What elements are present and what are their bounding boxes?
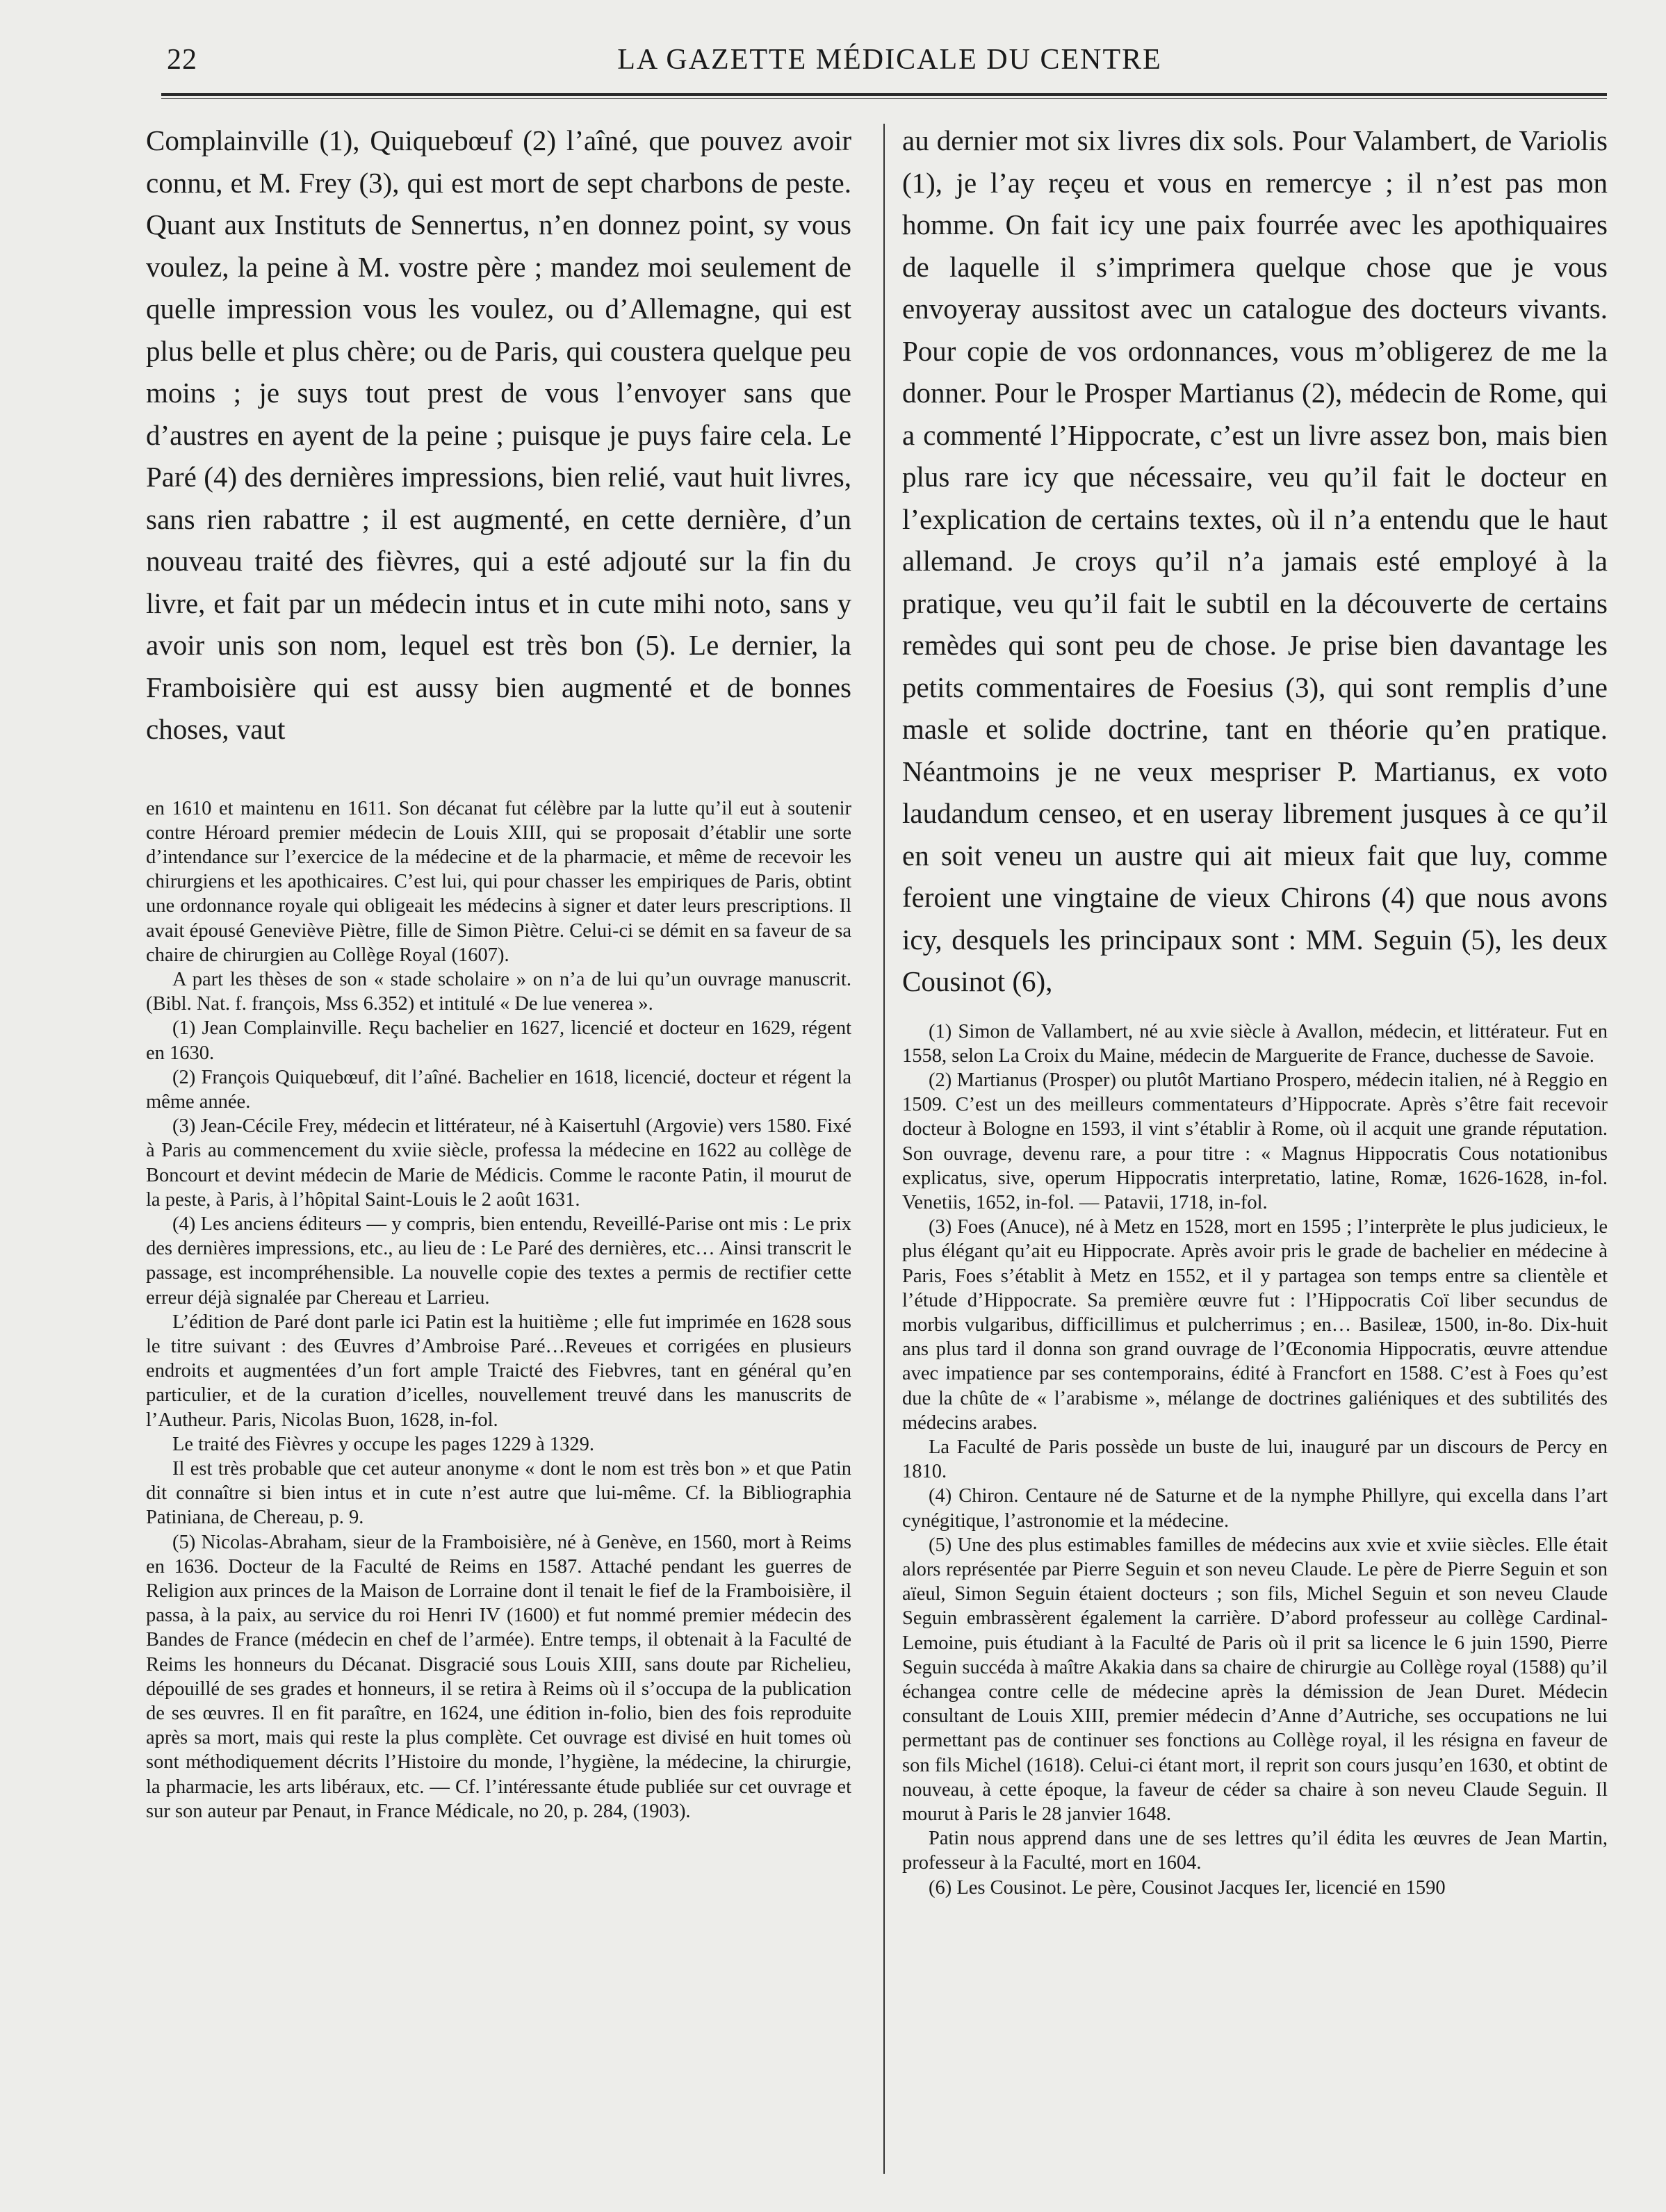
footnote: Il est très probable que cet auteur anonyme « dont le nom est très bon » et que Patin dit connaître si bien intus et in cute n’est autre que lui-même. Cf. la Bibliographia Patiniana, de Chereau, p. 9. bbox=[146, 1457, 851, 1529]
footnote: Le traité des Fièvres y occupe les pages 1229 à 1329. bbox=[172, 1433, 595, 1455]
header-rule-thick bbox=[161, 93, 1607, 96]
page-header bbox=[167, 43, 1612, 85]
column-divider bbox=[883, 124, 885, 2174]
left-footnotes bbox=[146, 796, 851, 1824]
footnote: Patin nous apprend dans une de ses lettres qu’il édita les œuvres de Jean Martin, professeur à la Faculté, mort en 1604. bbox=[902, 1828, 1608, 1874]
footnote: La Faculté de Paris possède un buste de lui, inauguré par un discours de Percy en 1810. bbox=[902, 1436, 1608, 1483]
footnote: (5) Nicolas-Abraham, sieur de la Framboisière, né à Genève, en 1560, mort à Reims en 1636. Docteur de la Faculté de Reims en 1587. Attaché pendant les guerres de Religion aux princes de la Maison de Lorraine dont il tenait le fief de la Framboisière, il passa, à la paix, au service du roi Henri IV (1600) et fut nommé premier médecin des Bandes de France (médecin en chef de l’armée). Entre temps, il obtenait à la Faculté de Reims les honneurs du Décanat. Disgracié sous Louis XIII, sans doute par Richelieu, dépouillé de ses grades et honneurs, il se retira à Reims où il s’occupa de la publication de ses œuvres. Il en fit paraître, en 1624, une édition in-folio, bien des fois reproduite après sa mort, mais qui reste la plus complète. Cet ouvrage est divisé en huit tomes où sont méthodiquement décrits l’Histoire du monde, l’hygiène, la médecine, la chirurgie, la pharmacie, les arts libéraux, etc. — Cf. l’intéressante étude publiée sur cet ouvrage et sur son auteur par Penaut, in France Médicale, no 20, p. 284, (1903). bbox=[146, 1531, 851, 1822]
footnote: (1) Jean Complainville. Reçu bachelier en 1627, licencié et docteur en 1629, régent en 1630. bbox=[146, 1017, 851, 1064]
page-number: 22 bbox=[167, 44, 197, 76]
footnote: (2) François Quiquebœuf, dit l’aîné. Bachelier en 1618, licencié, docteur et régent la même année. bbox=[146, 1066, 851, 1113]
footnote: (4) Les anciens éditeurs — y compris, bien entendu, Reveillé-Parise ont mis : Le prix des dernières impressions, etc., au lieu de : Le Paré des dernières, etc… Ainsi transcrit le passage, est incompréhensible. La nouvelle copie des textes a permis de rectifier cette erreur déjà signalée par Chereau et Larrieu. bbox=[146, 1213, 851, 1309]
journal-title: LA GAZETTE MÉDICALE DU CENTRE bbox=[617, 44, 1162, 76]
footnote: (3) Jean-Cécile Frey, médecin et littérateur, né à Kaisertuhl (Argovie) vers 1580. Fixé à Paris au commencement du xviie siècle, professa la médecine en 1622 au collège de Boncourt et devint médecin de Marie de Médicis. Comme le raconte Patin, il mourut de la peste, à Paris, à l’hôpital Saint-Louis le 2 août 1631. bbox=[146, 1115, 851, 1211]
right-body-text: au dernier mot six livres dix sols. Pour Valambert, de Variolis (1), je l’ay reçeu et vous en remercye ; il n’est pas mon homme. On fait icy une paix fourrée avec les apothiquaires de laquelle il s’imprimera quelque chose que je vous envoyeray aussitost avec un catalogue des docteurs vivants. Pour copie de vos ordonnances, vous m’obligerez de me la donner. Pour le Prosper Martianus (2), médecin de Rome, qui a commenté l’Hippocrate, c’est un livre assez bon, mais bien plus rare icy que nécessaire, veu qu’il fait le docteur en l’explication de certains textes, où il n’a entendu que le haut allemand. Je croys qu’il n’a jamais esté employé à la pratique, veu qu’il fait le subtil en la découverte de certains remèdes qui sont peu de chose. Je prise bien davantage les petits commentaires de Foesius (3), qui sont remplis d’une masle et solide doctrine, tant en théorie qu’en pratique. Néantmoins je ne veux mespriser P. Martianus, ex voto laudandum censeo, et en useray librement jusques à ce qu’il en soit veneu un austre qui ait mieux fait que luy, comme feroient une vingtaine de vieux Chirons (4) que nous avons icy, desquels les principaux sont : MM. Seguin (5), les deux Cousinot (6), bbox=[902, 124, 1608, 997]
header-rule-thin bbox=[161, 98, 1607, 99]
footnote: (2) Martianus (Prosper) ou plutôt Martiano Prospero, médecin italien, né à Reggio en 1509. C’est un des meilleurs commentateurs d’Hippocrate. Après s’être fait recevoir docteur à Bologne en 1593, il vint s’établir à Rome, où il acquit une grande réputation. Son ouvrage, devenu rare, a pour titre : « Magnus Hippocratis Cous notationibus explicatus, sive, operum Hippocratis interpretatio, latine, Romæ, 1626-1628, in-fol. Venetiis, 1652, in-fol. — Patavii, 1718, in-fol. bbox=[902, 1069, 1608, 1213]
footnote: (6) Les Cousinot. Le père, Cousinot Jacques Ier, licencié en 1590 bbox=[929, 1876, 1446, 1899]
footnote: en 1610 et maintenu en 1611. Son décanat fut célèbre par la lutte qu’il eut à soutenir contre Héroard premier médecin de Louis XIII, qui se proposait d’établir une sorte d’intendance sur l’exercice de la médecine et de la pharmacie, et même de recevoir les chirurgiens et les apothicaires. C’est lui, qui pour chasser les empiriques de Paris, obtint une ordonnance royale qui obligeait les médecins à signer et dater leurs prescriptions. Il avait épousé Geneviève Piètre, fille de Simon Piètre. Celui-ci se démit en sa faveur de sa chaire de chirurgien au Collège Royal (1607). bbox=[146, 797, 851, 966]
footnote: (5) Une des plus estimables familles de médecins aux xvie et xviie siècles. Elle était alors représentée par Pierre Seguin et son neveu Claude. Le père de Pierre Seguin et son aïeul, Simon Seguin étaient docteurs ; son fils, Michel Seguin et son neveu Claude Seguin embrassèrent également la carrière. D’abord professeur au collège Cardinal-Lemoine, puis étudiant à la Faculté de Paris où il prit sa licence le 6 juin 1590, Pierre Seguin succéda à maître Akakia dans sa chaire de chirurgie au Collège royal (1588) qu’il échangea contre celle de médecine après la démission de Jean Duret. Médecin consultant de Louis XIII, premier médecin d’Anne d’Autriche, ses occupations ne lui permettant pas de continuer ses fonctions au Collège royal, il les résigna en faveur de son fils Michel (1618). Celui-ci étant mort, il reprit son cours jusqu’en 1630, et obtint de nouveau, à cette époque, la faveur de céder sa chaire à son neveu Claude Seguin. Il mourut à Paris le 28 janvier 1648. bbox=[902, 1534, 1608, 1825]
footnote: (1) Simon de Vallambert, né au xvie siècle à Avallon, médecin, et littérateur. Fut en 1558, selon La Croix du Maine, médecin de Marguerite de France, duchesse de Savoie. bbox=[902, 1020, 1608, 1067]
right-column bbox=[902, 120, 1608, 1900]
footnote: L’édition de Paré dont parle ici Patin est la huitième ; elle fut imprimée en 1628 sous le titre suivant : des Œuvres d’Ambroise Paré…Reveues et corrigées en plusieurs endroits et augmentées d’un fort ample Traicté des Fiebvres, tant en général qu’en particulier, et de la curation d’icelles, nouvellement treuvé dans les manuscrits de l’Autheur. Paris, Nicolas Buon, 1628, in-fol. bbox=[146, 1311, 851, 1431]
footnote: (4) Chiron. Centaure né de Saturne et de la nymphe Phillyre, qui excella dans l’art cynégitique, l’astronomie et la médecine. bbox=[902, 1485, 1608, 1532]
left-column bbox=[146, 120, 851, 1824]
footnote: (3) Foes (Anuce), né à Metz en 1528, mort en 1595 ; l’interprète le plus judicieux, le plus élégant qu’ait eu Hippocrate. Après avoir pris le grade de bachelier en médecine à Paris, Foes s’établit à Metz en 1552, et il y partagea son temps entre sa clientèle et l’étude d’Hippocrate. Sa première œuvre fut : l’Hippocratis Coï liber secundus de morbis vulgaribus, difficillimus et pulcherrimus ; en… Basileæ, 1500, in-8o. Dix-huit ans plus tard il donna son grand ouvrage de l’Œconomia Hippocratis, œuvre attendue avec impatience par ses contemporains, édité à Francfort en 1588. C’est à Foes qu’est due la chûte de « l’arabisme », mélange de doctrines galiéniques et des subtilités des médecins arabes. bbox=[902, 1216, 1608, 1434]
left-body-text: Complainville (1), Quiquebœuf (2) l’aîné, que pouvez avoir connu, et M. Frey (3), qui est mort de sept charbons de peste. Quant aux Instituts de Sennertus, n’en donnez point, sy vous voulez, la peine à M. vostre père ; mandez moi seulement de quelle impression vous les voulez, ou d’Allemagne, qui est plus belle et plus chère; ou de Paris, qui coustera quelque peu moins ; je suys tout prest de vous l’envoyer sans que d’austres en ayent de la peine ; puisque je puys faire cela. Le Paré (4) des dernières impressions, bien relié, vaut huit livres, sans rien rabattre ; il est augmenté, en cette dernière, d’un nouveau traité des fièvres, qui a esté adjouté sur la fin du livre, et fait par un médecin intus et in cute mihi noto, sans y avoir unis son nom, lequel est très bon (5). Le dernier, la Framboisière qui est aussy bien augmenté et de bonnes choses, vaut bbox=[146, 124, 851, 745]
footnote: A part les thèses de son « stade scholaire » on n’a de lui qu’un ouvrage manuscrit. (Bibl. Nat. f. françois, Mss 6.352) et intitulé « De lue venerea ». bbox=[146, 968, 851, 1015]
right-footnotes bbox=[902, 1019, 1608, 1900]
